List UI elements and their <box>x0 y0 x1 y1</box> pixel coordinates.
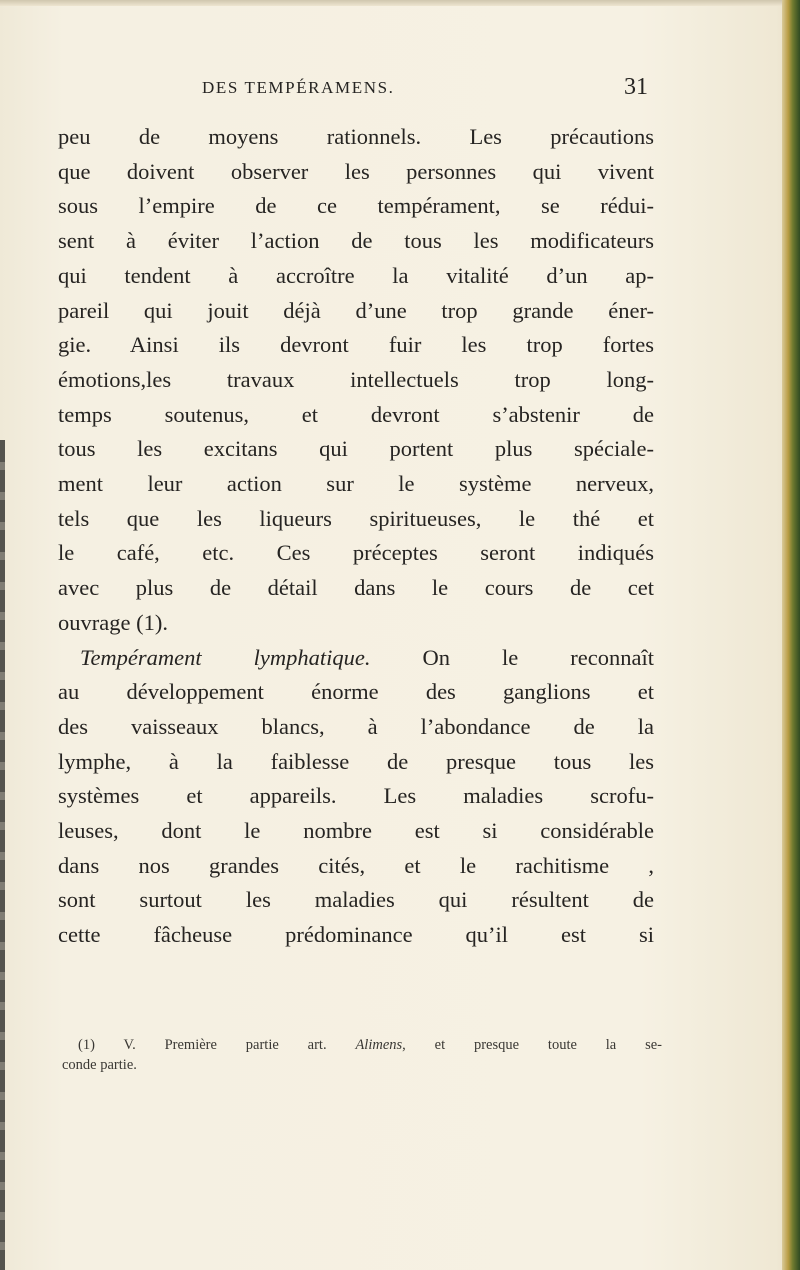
footnote-italic: Alimens <box>355 1037 403 1053</box>
text-line: sont surtout les maladies qui résultent de <box>58 887 654 913</box>
text-line: lymphe, à la faiblesse de presque tous les <box>58 748 654 774</box>
text-line: au développement énorme des ganglions et <box>58 679 654 705</box>
text-line: avec plus de détail dans le cours de cet <box>58 575 654 601</box>
running-head: DES TEMPÉRAMENS. <box>202 78 395 97</box>
text-line: cette fâcheuse prédominance qu’il est si <box>58 922 654 948</box>
book-spine-edge <box>782 0 800 1270</box>
page-number: 31 <box>624 74 648 100</box>
text-line: des vaisseaux blancs, à l’abondance de la <box>58 713 654 739</box>
heading-line-rest: On le reconnaît <box>370 644 654 670</box>
section-heading: Tempérament lymphatique. <box>80 644 371 670</box>
footnote-line <box>62 1035 662 1055</box>
text-line: que doivent observer les personnes qui vivent <box>58 158 654 184</box>
text-line: systèmes et appareils. Les maladies scrofu- <box>58 783 654 809</box>
text-line: temps soutenus, et devront s’abstenir de <box>58 401 654 427</box>
footnote-marker: (1) V. Première partie art. <box>78 1037 356 1053</box>
text-line: gie. Ainsi ils devront fuir les trop fortes <box>58 332 654 358</box>
footnote-rest: , et presque toute la se- <box>402 1037 662 1053</box>
paragraph-heading-line <box>58 641 654 676</box>
footnote-line: conde partie. <box>62 1057 137 1073</box>
footnote <box>62 1035 662 1075</box>
text-line: leuses, dont le nombre est si considérable <box>58 818 654 844</box>
text-line: dans nos grandes cités, et le rachitisme , <box>58 852 654 878</box>
text-line: pareil qui jouit déjà d’une trop grande éner- <box>58 297 654 323</box>
text-line: tous les excitans qui portent plus spéciale- <box>58 436 654 462</box>
text-line: ment leur action sur le système nerveux, <box>58 471 654 497</box>
text-line: sent à éviter l’action de tous les modificateurs <box>58 228 654 254</box>
text-line: ouvrage (1). <box>58 609 168 635</box>
text-line: émotions,les travaux intellectuels trop long- <box>58 366 654 392</box>
body-text <box>58 120 654 953</box>
text-line: qui tendent à accroître la vitalité d’un ap- <box>58 262 654 288</box>
text-line: tels que les liqueurs spiritueuses, le thé et <box>58 505 654 531</box>
page-top-edge <box>0 0 800 6</box>
page-left-edge <box>0 440 5 1270</box>
text-line: le café, etc. Ces préceptes seront indiqués <box>58 540 654 566</box>
page-header <box>60 76 760 106</box>
text-line: sous l’empire de ce tempérament, se rédui- <box>58 193 654 219</box>
text-line: peu de moyens rationnels. Les précautions <box>58 124 654 149</box>
